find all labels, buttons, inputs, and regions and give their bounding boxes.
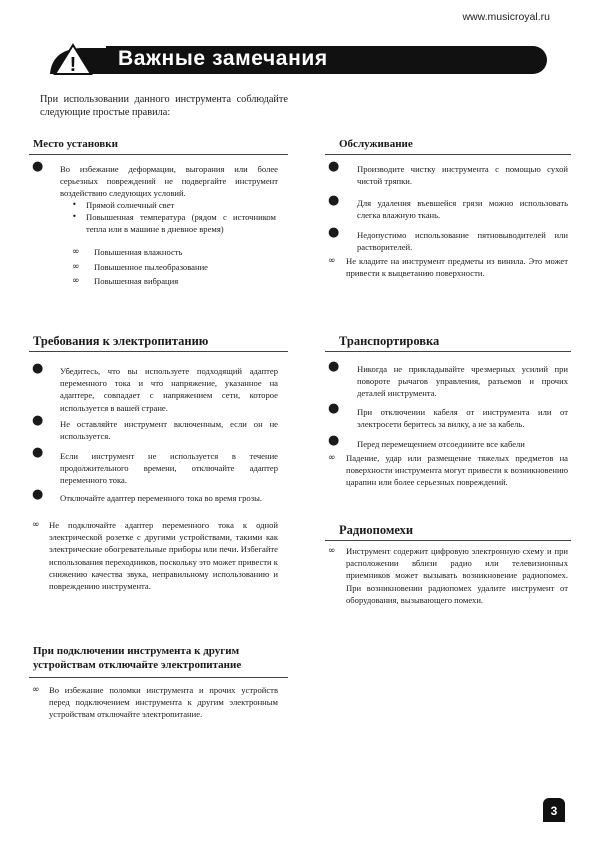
bullet-dot: ● — [328, 193, 340, 208]
list-item: Не подключайте адаптер переменного тока к одной электрической розетке с другими устройствами, такими как электрические обогревательные приборы или печи. Избегайте использования переходников, поскольку это может привести к снижению качества звука, неправильному использованию и повреждению инструмента. — [49, 520, 278, 592]
warning-exclamation-icon: ! — [69, 54, 77, 76]
bullet-dot: ● — [328, 433, 340, 448]
section-rule — [29, 154, 288, 155]
list-item: Недопустимо использование пятновыводителей или растворителей. — [357, 230, 568, 253]
section-rule — [325, 351, 571, 352]
section-title-power: Требования к электропитанию — [33, 334, 209, 348]
section-rule — [29, 351, 288, 352]
section-title-radio: Радиопомехи — [339, 523, 414, 537]
bullet-dot: ● — [32, 487, 44, 502]
list-item: Инструмент содержит цифровую электронную схему и при расположении вблизи радио или телевизионных приемников может вызывать возникновение радиопомех. При возникновении радиопомех удалите инструмент от оборудования, вызывающего помехи. — [346, 546, 568, 605]
list-item: Для удаления въевшейся грязи можно использовать слегка влажную ткань. — [357, 198, 568, 221]
bullet-dot: ● — [328, 159, 340, 174]
bullet-dot: ● — [32, 445, 44, 460]
bullet-small: • — [72, 200, 77, 209]
sub-item: Повышенная температура (рядом с источником тепла или в машине в дневное время) — [86, 212, 276, 235]
bullet-sym: ∞ — [328, 453, 336, 463]
list-item: Убедитесь, что вы используете подходящий адаптер переменного тока и что напряжение, указанное на адаптере, совпадает с напряжением сети, которое используется в вашей стране. — [60, 366, 278, 413]
list-item: Не кладите на инструмент предметы из винила. Это может привести к выцветанию поверхности. — [346, 256, 568, 279]
list-item: Падение, удар или размещение тяжелых предметов на поверхности инструмента могут привести к возникновению царапин или более серьезных повреждений. — [346, 453, 568, 488]
bullet-dot: ● — [32, 159, 44, 174]
section-title-connect: При подключении инструмента к другим устройствам отключайте электропитание — [33, 645, 242, 671]
list-item: Если инструмент не используется в течение продолжительного времени, отключайте адаптер переменного тока. — [60, 451, 278, 486]
list-item: Отключайте адаптер переменного тока во время грозы. — [60, 493, 263, 503]
page-number: 3 — [543, 798, 565, 822]
bullet-dot: ● — [328, 401, 340, 416]
intro-text: При использовании данного инструмента соблюдайте следующие простые правила: — [40, 94, 288, 118]
sub-item: Повышенная влажность — [94, 247, 183, 257]
site-url: www.musicroyal.ru — [462, 11, 550, 23]
bullet-dot: ● — [32, 413, 44, 428]
list-item: Никогда не прикладывайте чрезмерных усилий при повороте рычагов управления, разъемов и прочих деталей инструмента. — [357, 364, 568, 399]
page-title: Важные замечания — [118, 47, 328, 70]
bullet-dot: ● — [32, 361, 44, 376]
list-item: Во избежание деформации, выгорания или более серьезных повреждений не подвергайте инструмент воздействию следующих условий. — [60, 164, 278, 199]
bullet-dot: ● — [328, 225, 340, 240]
section-rule — [29, 677, 288, 678]
bullet-sym: ∞ — [72, 276, 80, 286]
list-item: Не оставляйте инструмент включенным, если он не используется. — [60, 419, 278, 442]
bullet-dot: ● — [328, 359, 340, 374]
bullet-sym: ∞ — [72, 247, 80, 257]
section-rule — [325, 154, 571, 155]
list-item: Перед перемещением отсоедините все кабели — [357, 439, 525, 449]
list-item: Во избежание поломки инструмента и прочих устройств перед подключением инструмента к другим электронным устройствам отключайте электропитание. — [49, 685, 278, 720]
bullet-sym: ∞ — [72, 262, 80, 272]
bullet-sym: ∞ — [32, 685, 40, 695]
section-rule — [325, 540, 571, 541]
sub-item: Повышенная вибрация — [94, 276, 179, 286]
sub-item: Повышенное пылеобразование — [94, 262, 208, 272]
section-title-mesto: Место установки — [33, 138, 118, 150]
header-banner — [40, 42, 547, 76]
list-item: Производите чистку инструмента с помощью сухой чистой тряпки. — [357, 164, 568, 187]
section-title-transport: Транспортировка — [339, 334, 440, 348]
bullet-sym: ∞ — [328, 256, 336, 266]
bullet-small: • — [72, 212, 77, 221]
list-item: При отключении кабеля от инструмента или от электросети беритесь за вилку, а не за кабель. — [357, 407, 568, 430]
section-title-obsluzhivanie: Обслуживание — [339, 138, 413, 150]
bullet-sym: ∞ — [32, 520, 40, 530]
sub-item: Прямой солнечный свет — [86, 200, 175, 210]
bullet-sym: ∞ — [328, 546, 336, 556]
